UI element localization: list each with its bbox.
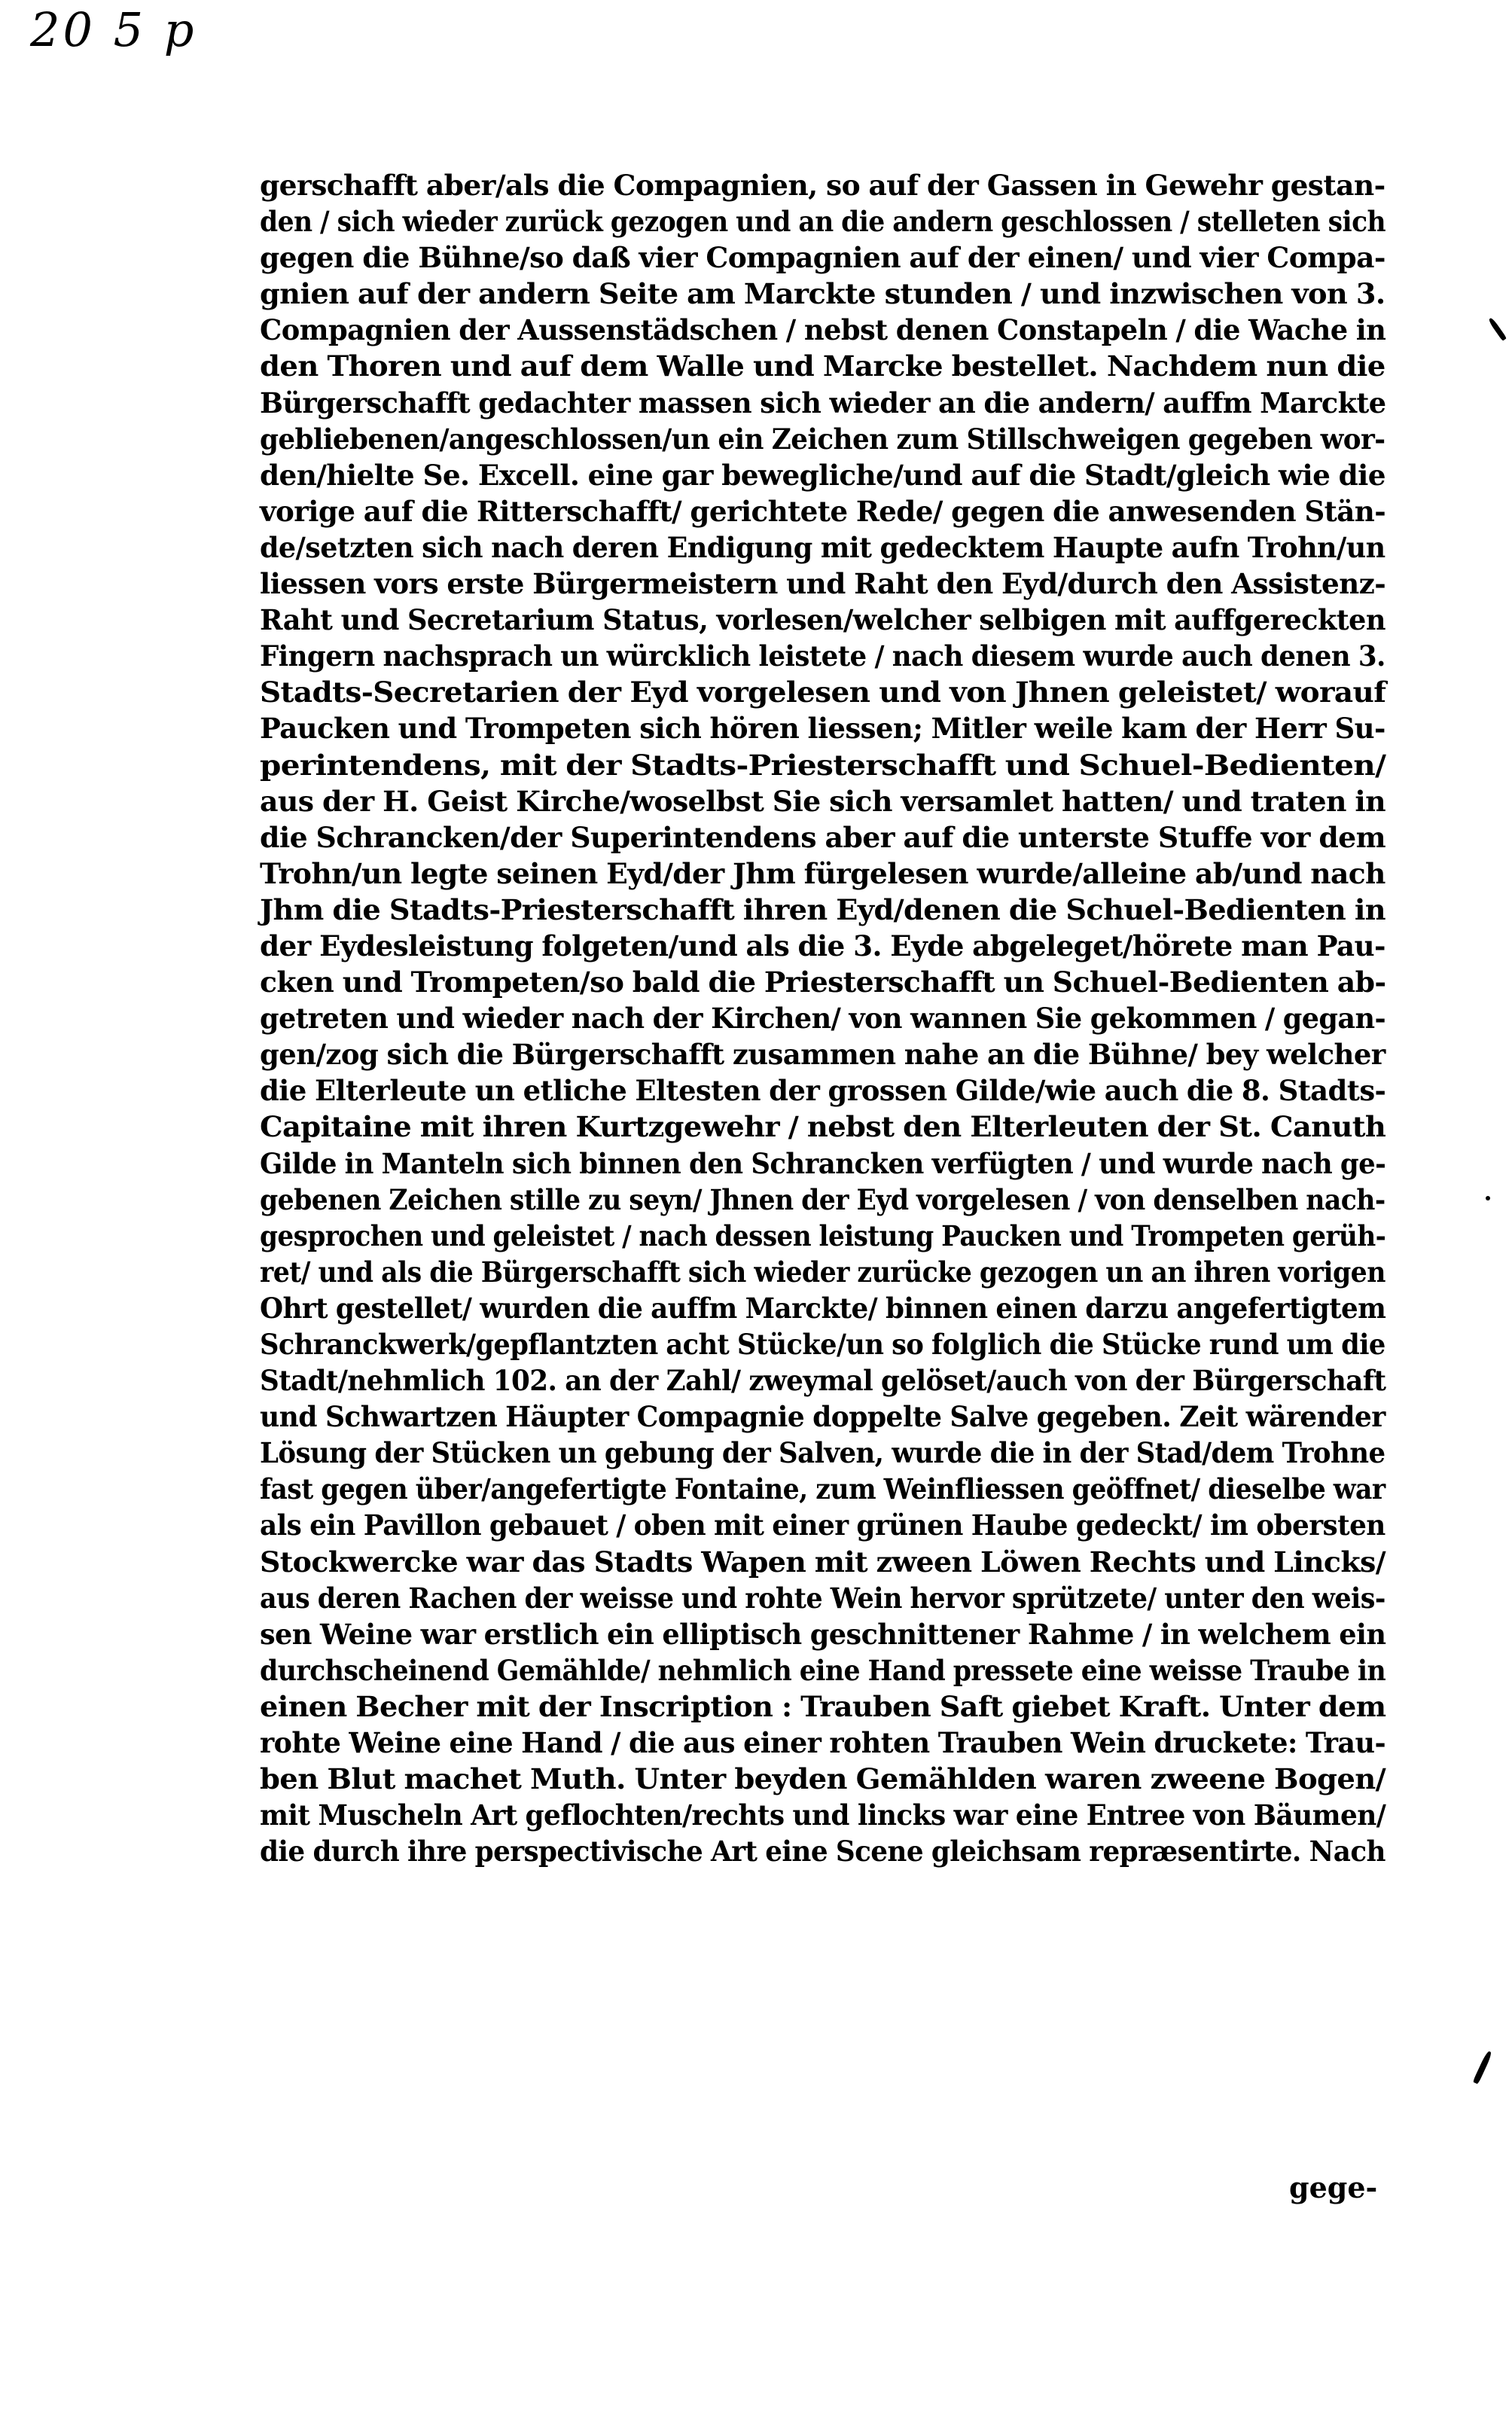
text-line: Stadts-Secretarien der Eyd vorgelesen und von Jhnen geleistet/ worauf bbox=[260, 676, 1386, 709]
text-line: aus deren Rachen der weisse und rohte Wein hervor sprützete/ unter den weis- bbox=[260, 1581, 1385, 1615]
text-line: Lösung der Stücken un gebung der Salven, wurde die in der Stad/dem Trohne bbox=[260, 1436, 1385, 1470]
text-line: Raht und Secretarium Status, vorlesen/welcher selbigen mit auffgereckten bbox=[260, 603, 1385, 637]
text-line: den / sich wieder zurück gezogen und an die andern geschlossen / stelleten sich bbox=[260, 205, 1386, 239]
text-line: Bürgerschafft gedachter massen sich wieder an die andern/ auffm Marckte bbox=[260, 386, 1386, 419]
text-line bbox=[260, 1869, 1389, 1905]
text-line: gnien auf der andern Seite am Marckte stunden / und inzwischen von 3. bbox=[260, 277, 1385, 311]
text-line: einen Becher mit der Inscription : Trauben Saft giebet Kraft. Unter dem bbox=[260, 1689, 1386, 1723]
catchword: gege- bbox=[1289, 2171, 1378, 2204]
text-line: den Thoren und auf dem Walle und Marcke bestellet. Nachdem nun die bbox=[260, 349, 1385, 383]
text-line: rohte Weine eine Hand / die aus einer rohten Trauben Wein druckete: Trau- bbox=[260, 1726, 1386, 1760]
text-line: die durch ihre perspectivische Art eine Scene gleichsam repræsentirte. Nach bbox=[260, 1835, 1385, 1869]
text-line: liessen vors erste Bürgermeistern und Raht den Eyd/durch den Assistenz- bbox=[260, 567, 1386, 601]
text-line: Jhm die Stadts-Priesterschafft ihren Eyd/denen die Schuel-Bedienten in bbox=[260, 892, 1386, 926]
text-line: Trohn/un legte seinen Eyd/der Jhm fürgelesen wurde/alleine ab/und nach bbox=[260, 856, 1385, 890]
margin-ink-mark bbox=[1473, 2050, 1493, 2084]
text-line: gebenen Zeichen stille zu seyn/ Jhnen der Eyd vorgelesen / von denselben nach- bbox=[260, 1182, 1385, 1216]
text-line: Compagnien der Aussenstädschen / nebst denen Constapeln / die Wache in bbox=[260, 313, 1386, 347]
handwritten-folio-annotation: 20 5 p bbox=[30, 2, 197, 57]
text-line: der Eydesleistung folgeten/und als die 3. Eyde abgeleget/hörete man Pau- bbox=[260, 929, 1385, 962]
margin-ink-mark bbox=[1488, 317, 1507, 341]
text-line: gerschafft aber/als die Compagnien, so auf der Gassen in Gewehr gestan- bbox=[260, 169, 1385, 202]
text-line: als ein Pavillon gebauet / oben mit einer grünen Haube gedeckt/ im obersten bbox=[260, 1509, 1385, 1542]
text-line bbox=[260, 2123, 1389, 2159]
text-line: Stockwercke war das Stadts Wapen mit zween Löwen Rechts und Lincks/ bbox=[260, 1545, 1386, 1579]
text-line: den/hielte Se. Excell. eine gar bewegliche/und auf die Stadt/gleich wie die bbox=[260, 458, 1385, 492]
text-line: de/setzten sich nach deren Endigung mit gedecktem Haupte aufn Trohn/un bbox=[260, 530, 1385, 564]
text-line: die Elterleute un etliche Eltesten der grossen Gilde/wie auch die 8. Stadts- bbox=[260, 1074, 1386, 1108]
margin-ink-dot bbox=[1486, 1196, 1490, 1200]
text-line bbox=[260, 1942, 1389, 1978]
text-line bbox=[260, 2015, 1389, 2051]
text-line bbox=[260, 2051, 1389, 2087]
text-line bbox=[260, 1906, 1389, 1942]
text-line: durchscheinend Gemählde/ nehmlich eine Hand pressete eine weisse Traube in bbox=[260, 1653, 1386, 1687]
text-line: gesprochen und geleistet / nach dessen leistung Paucken und Trompeten gerüh- bbox=[260, 1219, 1386, 1252]
text-line: vorige auf die Ritterschafft/ gerichtete Rede/ gegen die anwesenden Stän- bbox=[260, 494, 1386, 528]
text-line: Gilde in Manteln sich binnen den Schrancken verfügten / und wurde nach ge- bbox=[260, 1146, 1386, 1180]
text-line: mit Muscheln Art geflochten/rechts und lincks war eine Entree von Bäumen/ bbox=[260, 1798, 1386, 1832]
text-line bbox=[260, 2087, 1389, 2123]
body-text-block bbox=[260, 167, 1389, 2159]
text-line: sen Weine war erstlich ein elliptisch geschnittener Rahme / in welchem ein bbox=[260, 1617, 1386, 1651]
text-line: gen/zog sich die Bürgerschafft zusammen nahe an die Bühne/ bey welcher bbox=[260, 1038, 1385, 1072]
text-line: die Schrancken/der Superintendens aber auf die unterste Stuffe vor dem bbox=[260, 820, 1385, 854]
text-line: gegen die Bühne/so daß vier Compagnien auf der einen/ und vier Compa- bbox=[260, 241, 1385, 275]
text-line: ret/ und als die Bürgerschafft sich wieder zurücke gezogen un an ihren vorigen bbox=[260, 1255, 1385, 1289]
text-line: Stadt/nehmlich 102. an der Zahl/ zweymal gelöset/auch von der Bürgerschaft bbox=[260, 1364, 1386, 1398]
text-line: cken und Trompeten/so bald die Priesterschafft un Schuel-Bedienten ab- bbox=[260, 966, 1386, 999]
text-line: und Schwartzen Häupter Compagnie doppelte Salve gegeben. Zeit wärender bbox=[260, 1400, 1385, 1434]
text-line: Ohrt gestellet/ wurden die auffm Marckte/ binnen einen darzu angefertigtem bbox=[260, 1291, 1386, 1325]
text-line: gebliebenen/angeschlossen/un ein Zeichen zum Stillschweigen gegeben wor- bbox=[260, 422, 1385, 456]
text-line: Fingern nachsprach un würcklich leistete / nach diesem wurde auch denen 3. bbox=[260, 639, 1385, 673]
text-line: Schranckwerk/gepflantzten acht Stücke/un so folglich die Stücke rund um die bbox=[260, 1328, 1385, 1361]
text-line: getreten und wieder nach der Kirchen/ von wannen Sie gekommen / gegan- bbox=[260, 1002, 1386, 1036]
text-line: aus der H. Geist Kirche/woselbst Sie sich versamlet hatten/ und traten in bbox=[260, 784, 1385, 818]
text-line: ben Blut machet Muth. Unter beyden Gemählden waren zweene Bogen/ bbox=[260, 1762, 1386, 1796]
text-line bbox=[260, 1978, 1389, 2015]
text-line: perintendens, mit der Stadts-Priesterschafft und Schuel-Bedienten/ bbox=[260, 748, 1386, 782]
text-line: fast gegen über/angefertigte Fontaine, zum Weinfliessen geöffnet/ dieselbe war bbox=[260, 1472, 1385, 1506]
text-line: Capitaine mit ihren Kurtzgewehr / nebst den Elterleuten der St. Canuth bbox=[260, 1110, 1386, 1144]
text-line: Paucken und Trompeten sich hören liessen; Mitler weile kam der Herr Su- bbox=[260, 712, 1385, 746]
